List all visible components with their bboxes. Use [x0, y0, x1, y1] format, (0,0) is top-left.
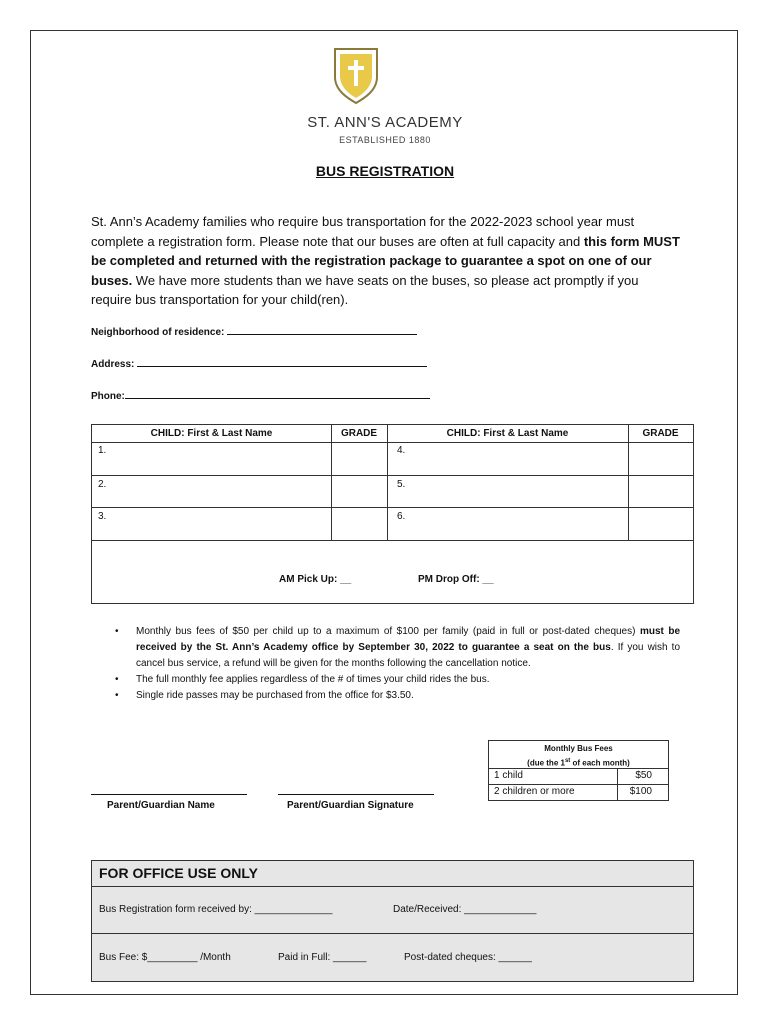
- neighborhood-line[interactable]: [227, 325, 417, 335]
- fees-caption-sup: st: [564, 758, 571, 764]
- bus-fee-field[interactable]: Bus Fee: $_________ /Month: [99, 952, 231, 963]
- fee-row-label: 2 children or more: [494, 786, 575, 797]
- fee-row-amount: $100: [629, 786, 652, 797]
- guardian-signature-line[interactable]: [278, 794, 434, 795]
- neighborhood-field[interactable]: [91, 325, 417, 338]
- fee-bullets: [115, 624, 680, 704]
- office-use-section: [91, 860, 694, 982]
- child-row-3[interactable]: 3.: [98, 511, 107, 522]
- address-line[interactable]: [137, 357, 427, 367]
- fees-caption: [489, 743, 668, 770]
- school-name: ST. ANN'S ACADEMY: [307, 114, 463, 131]
- child-table: [91, 424, 694, 604]
- fee-row: [489, 769, 668, 785]
- bullet-3-text: Single ride passes may be purchased from the office for $3.50.: [136, 690, 414, 701]
- academy-crest-icon: [333, 47, 379, 105]
- office-use-title: FOR OFFICE USE ONLY: [99, 865, 258, 881]
- date-received-field[interactable]: Date/Received: _____________: [393, 904, 537, 915]
- bullet-1-text: Monthly bus fees of $50 per child up to a maximum of $100 per family (paid in full or post-dated cheques): [136, 626, 640, 637]
- fee-row: [489, 785, 668, 801]
- guardian-signature-label: Parent/Guardian Signature: [287, 800, 414, 811]
- fees-caption-line1: Monthly Bus Fees: [544, 744, 613, 753]
- guardian-name-line[interactable]: [91, 794, 247, 795]
- intro-text-2: We have more students than we have seats on the buses, so please act promptly if you require bus transportation for your child(ren).: [91, 272, 639, 307]
- bullet-item: • Single ride passes may be purchased from the office for $3.50.: [115, 690, 414, 701]
- phone-label: Phone:: [91, 391, 125, 402]
- paid-in-full-field[interactable]: Paid in Full: ______: [278, 952, 367, 963]
- header-child-left: CHILD: First & Last Name: [150, 428, 273, 439]
- header-grade-right: GRADE: [642, 428, 679, 439]
- child-row-4[interactable]: 4.: [397, 445, 406, 456]
- header-grade-left: GRADE: [340, 428, 378, 439]
- monthly-fees-table: [488, 740, 669, 801]
- fees-caption-line2b: of each month): [570, 758, 630, 768]
- address-field[interactable]: [91, 357, 427, 370]
- guardian-name-label: Parent/Guardian Name: [107, 800, 215, 811]
- phone-line[interactable]: [125, 389, 430, 399]
- pm-dropoff-label: PM Drop Off:: [418, 574, 480, 585]
- page-title: BUS REGISTRATION: [315, 163, 455, 179]
- neighborhood-label: Neighborhood of residence:: [91, 327, 225, 338]
- post-dated-cheques-field[interactable]: Post-dated cheques: ______: [404, 952, 532, 963]
- established-year: ESTABLISHED 1880: [339, 135, 431, 145]
- bullet-item: • The full monthly fee applies regardless of the # of times your child rides the bus.: [115, 674, 490, 685]
- bullet-1-text-2: . If you wish to cancel bus service, a refund will be given for the months following the cancellation notice.: [136, 642, 681, 669]
- fee-row-amount: $50: [635, 770, 652, 781]
- phone-field[interactable]: [91, 389, 430, 402]
- received-by-field[interactable]: Bus Registration form received by: ______________: [99, 904, 333, 915]
- intro-paragraph: [91, 212, 681, 310]
- child-row-1[interactable]: 1.: [98, 445, 107, 456]
- fee-row-label: 1 child: [494, 770, 523, 781]
- intro-text-bold: this form MUST be completed and returned with the registration package to guarantee a spot on one of our buses.: [91, 233, 680, 288]
- intro-text-1: St. Ann’s Academy families who require bus transportation for the 2022-2023 school year must complete a registration form. Please note that our buses are often at full capacity and: [91, 214, 635, 249]
- child-row-5[interactable]: 5.: [397, 479, 406, 490]
- child-row-2[interactable]: 2.: [98, 479, 107, 490]
- am-pickup-label: AM Pick Up:: [279, 574, 338, 585]
- bullet-2-text: The full monthly fee applies regardless of the # of times your child rides the bus.: [136, 674, 490, 685]
- address-label: Address:: [91, 359, 135, 370]
- bullet-1-bold: must be received by the St. Ann’s Academy office by September 30, 2022 to guarantee a seat on the bus: [136, 626, 681, 653]
- header-child-right: CHILD: First & Last Name: [446, 428, 569, 439]
- am-pickup-field[interactable]: AM Pick Up: __: [279, 574, 352, 585]
- bullet-item: • Monthly bus fees of $50 per child up to a maximum of $100 per family (paid in full or post-dated cheques) must be received by the St. Ann’s Academy office by September 30, 2022 to guarantee a seat on the bus. If you wish to cancel bus service, a refund will be given for the months following the cancellation notice.: [115, 626, 681, 669]
- pm-dropoff-field[interactable]: PM Drop Off: __: [418, 574, 494, 585]
- fees-caption-line2a: (due the 1: [527, 758, 565, 768]
- child-row-6[interactable]: 6.: [397, 511, 406, 522]
